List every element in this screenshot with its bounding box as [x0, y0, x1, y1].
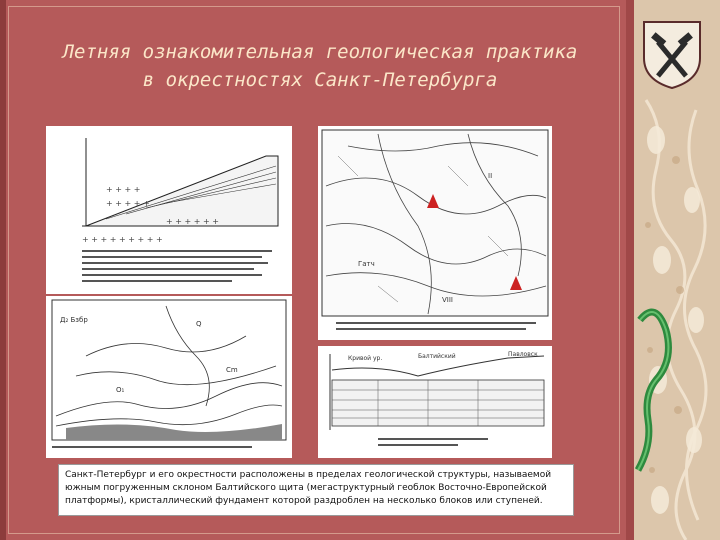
- svg-text:+ + + +: + + + +: [106, 185, 141, 194]
- left-map-drawing: [46, 296, 292, 458]
- svg-text:Cm: Cm: [226, 366, 238, 374]
- caption-box: [58, 464, 574, 516]
- svg-text:II: II: [488, 172, 493, 180]
- crossed-hammers-icon: [640, 18, 704, 90]
- svg-text:Кривой ур.: Кривой ур.: [348, 355, 383, 362]
- svg-text:Q: Q: [196, 320, 202, 328]
- svg-text:Гатч: Гатч: [358, 260, 375, 268]
- svg-text:Д₂ Бзбр: Д₂ Бзбр: [60, 316, 88, 324]
- svg-text:O₁: O₁: [116, 386, 125, 394]
- figure-geological-map-left: [46, 296, 292, 458]
- svg-text:Павловск: Павловск: [508, 351, 538, 358]
- title-line-2: в окрестностях Санкт-Петербурга: [142, 69, 498, 91]
- svg-text:VIII: VIII: [442, 296, 453, 304]
- figure-regional-map: [318, 126, 552, 340]
- title-line-1: Летняя ознакомительная геологическая практика: [62, 41, 578, 63]
- svg-text:+ + + + + +: + + + + + +: [166, 217, 219, 226]
- svg-text:+ + + + +: + + + + +: [106, 199, 150, 208]
- profile-drawing: [318, 346, 552, 458]
- caption-text: Санкт-Петербург и его окрестности расположены в пределах геологической структуры, называемой южным погруженным склоном Балтийского щита (мегаструктурный геоблок Восточно-Европейской платформы), кристаллический фундамент которой раздроблен на несколько блоков или ступеней.: [65, 470, 552, 506]
- logo: [640, 18, 704, 90]
- regional-map-drawing: [318, 126, 552, 340]
- figure-geological-profile: [318, 346, 552, 458]
- figure-cross-section: [46, 126, 292, 294]
- svg-text:Балтийский: Балтийский: [418, 353, 456, 360]
- slide-title: [40, 38, 600, 94]
- cross-section-drawing: [46, 126, 292, 294]
- svg-text:+ + + + + + + + +: + + + + + + + + +: [82, 235, 163, 244]
- left-border: [0, 0, 6, 540]
